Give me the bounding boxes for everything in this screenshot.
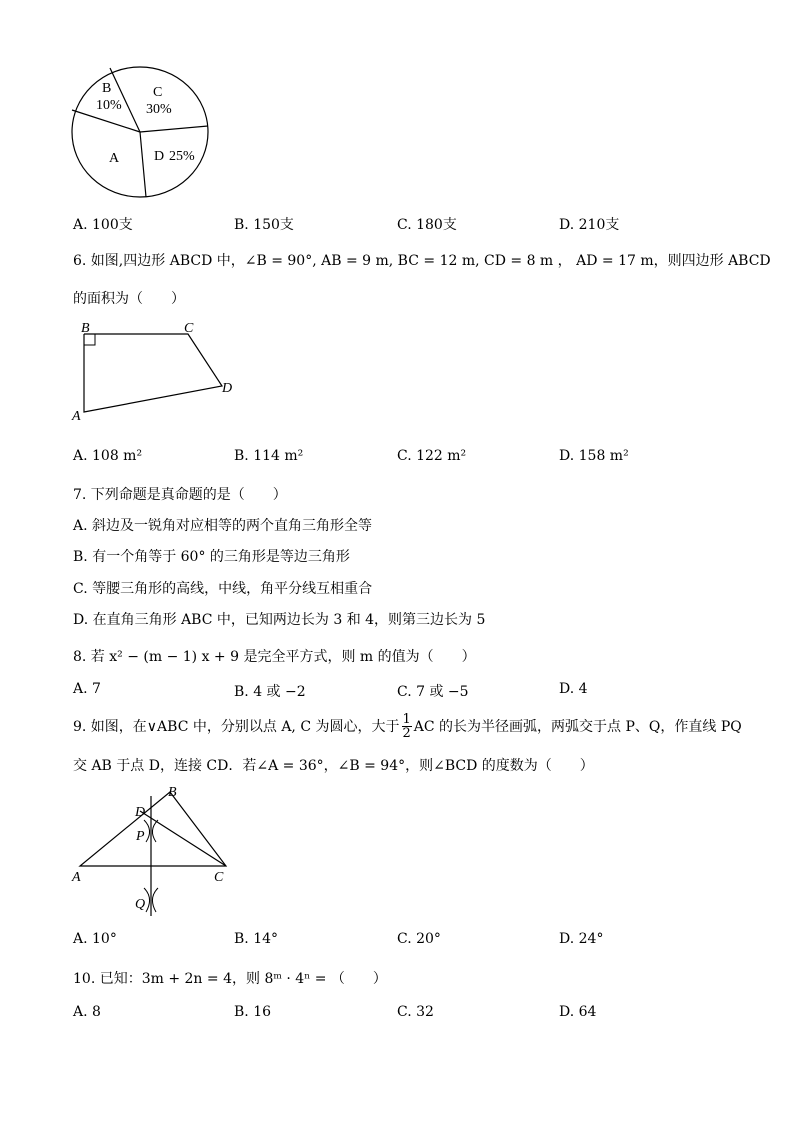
q9-stem-line2: 交 AB 于点 D，连接 CD．若∠A = 36°，∠B = 94°，则∠BCD 的度数为（ ） — [73, 758, 594, 774]
label-d: D — [135, 805, 146, 820]
q6-stem-line1: 6. 如图,四边形 ABCD 中，∠B = 90°, AB = 9 m, BC = 12 m, CD = 8 m ， AD = 17 m，则四边形 ABCD — [73, 253, 771, 269]
pie-label-c: C — [153, 85, 163, 100]
q8-stem: 8. 若 x² − (m − 1) x + 9 是完全平方式，则 m 的值为（ ） — [73, 649, 476, 665]
pie-pct-b: 10% — [96, 98, 122, 113]
quadrilateral-figure — [70, 318, 240, 423]
label-p: P — [136, 829, 145, 844]
pie-label-a: A — [109, 151, 120, 166]
q8-option-c[interactable]: C. 7 或 −5 — [397, 684, 469, 700]
q6-option-b[interactable]: B. 114 m² — [234, 448, 304, 464]
arc-q-2 — [152, 888, 158, 912]
segment-cd — [140, 811, 226, 866]
pie-pct-d: 25% — [169, 149, 195, 164]
q10-option-b[interactable]: B. 16 — [234, 1004, 272, 1020]
q5-option-b[interactable]: B. 150支 — [234, 217, 294, 233]
q7-option-a[interactable]: A. 斜边及一锐角对应相等的两个直角三角形全等 — [73, 518, 373, 534]
fraction-denominator: 2 — [402, 725, 411, 741]
pie-label-b: B — [102, 81, 112, 96]
arc-p-2 — [152, 820, 158, 842]
q9-option-c[interactable]: C. 20° — [397, 931, 441, 947]
label-b: B — [81, 321, 90, 336]
q8-option-b[interactable]: B. 4 或 −2 — [234, 684, 306, 700]
fraction-numerator: 1 — [402, 711, 411, 727]
pie-label-d: D — [154, 149, 165, 164]
label-a: A — [72, 870, 81, 885]
q9-option-d[interactable]: D. 24° — [559, 931, 604, 947]
q9-text-part1: 9. 如图，在∨ABC 中，分别以点 A, C 为圆心，大于 — [73, 719, 400, 735]
q6-option-c[interactable]: C. 122 m² — [397, 448, 467, 464]
q5-option-d[interactable]: D. 210支 — [559, 217, 620, 233]
label-q: Q — [135, 897, 146, 912]
q7-stem: 7. 下列命题是真命题的是（ ） — [73, 487, 287, 503]
q6-option-a[interactable]: A. 108 m² — [73, 448, 143, 464]
q6-option-d[interactable]: D. 158 m² — [559, 448, 629, 464]
q8-option-a[interactable]: A. 7 — [73, 681, 101, 697]
arc-p-1 — [144, 820, 150, 842]
q5-option-a[interactable]: A. 100支 — [73, 217, 133, 233]
label-c: C — [214, 870, 224, 885]
q9-text-part2: AC 的长为半径画弧，两弧交于点 P、Q，作直线 PQ — [413, 719, 742, 735]
pie-divider-d-a — [140, 132, 146, 197]
label-b: B — [168, 785, 177, 800]
q9-stem-line1 — [73, 708, 742, 744]
q8-option-d[interactable]: D. 4 — [559, 681, 588, 697]
one-half-fraction — [402, 713, 412, 740]
label-a: A — [72, 409, 81, 423]
q9-option-a[interactable]: A. 10° — [73, 931, 117, 947]
pie-chart-figure — [66, 62, 216, 202]
q10-option-c[interactable]: C. 32 — [397, 1004, 434, 1020]
pie-divider-a-b — [72, 110, 140, 132]
q10-option-a[interactable]: A. 8 — [73, 1004, 101, 1020]
q5-option-c[interactable]: C. 180支 — [397, 217, 457, 233]
label-d: D — [222, 381, 233, 396]
triangle-construction-figure — [68, 780, 238, 920]
q10-option-d[interactable]: D. 64 — [559, 1004, 597, 1020]
q7-option-c[interactable]: C. 等腰三角形的高线，中线，角平分线互相重合 — [73, 581, 373, 597]
pie-divider-c-d — [140, 126, 208, 132]
pie-pct-c: 30% — [146, 102, 172, 117]
q9-option-b[interactable]: B. 14° — [234, 931, 279, 947]
q10-stem: 10. 已知：3m + 2n = 4，则 8ᵐ · 4ⁿ = （ ） — [73, 971, 387, 987]
label-c: C — [184, 321, 194, 336]
q7-option-d[interactable]: D. 在直角三角形 ABC 中，已知两边长为 3 和 4，则第三边长为 5 — [73, 612, 486, 628]
q7-option-b[interactable]: B. 有一个角等于 60° 的三角形是等边三角形 — [73, 549, 350, 565]
q6-stem-line2: 的面积为（ ） — [73, 291, 185, 307]
